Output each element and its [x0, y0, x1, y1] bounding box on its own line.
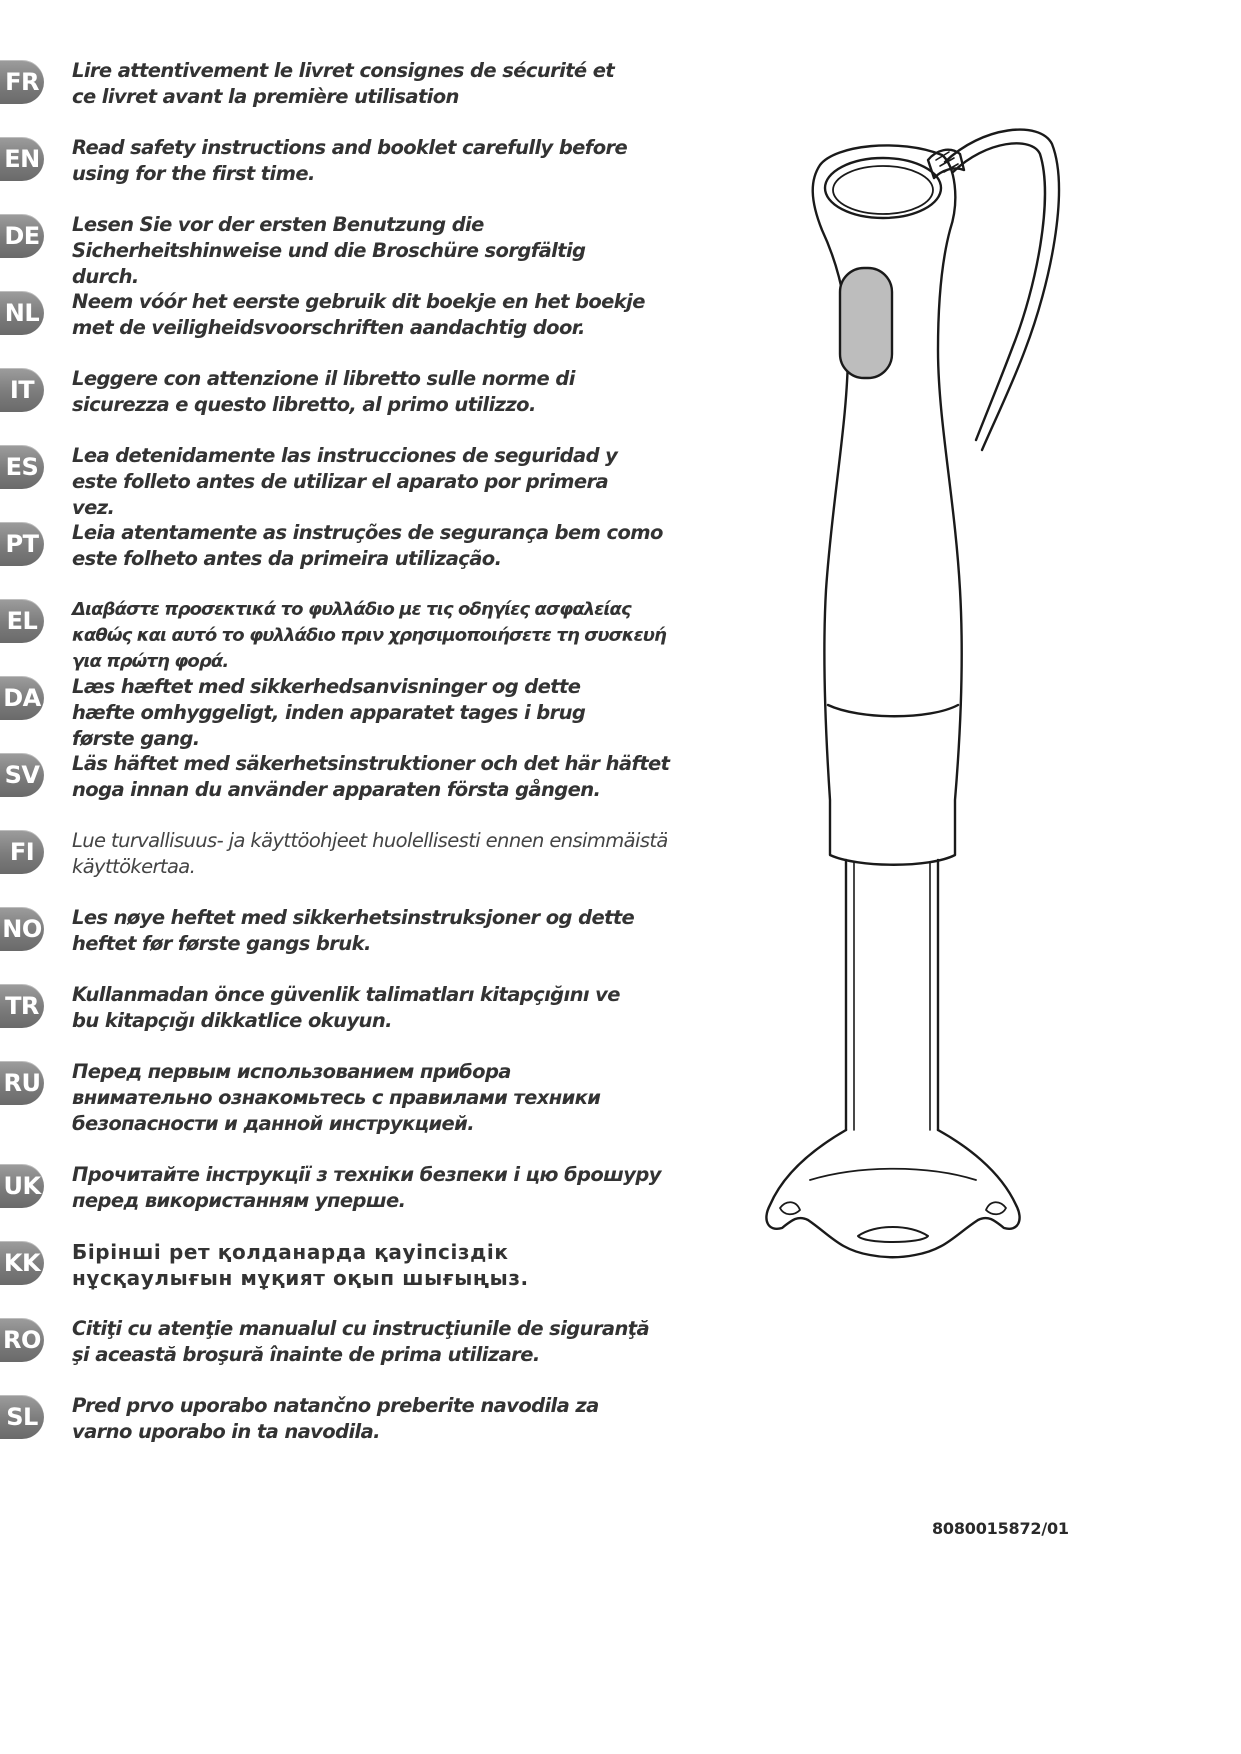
language-badge: SL	[0, 1395, 44, 1439]
instruction-text: Lue turvallisuus- ja käyttöohjeet huolellisesti ennen ensimmäistä käyttökertaa.	[72, 829, 668, 878]
motor-body-outline	[813, 145, 962, 864]
power-cord	[945, 130, 1059, 450]
language-badge: EL	[0, 599, 44, 643]
instruction-text: Διαβάστε προσεκτικά το φυλλάδιο με τις οδηγίες ασφαλείας καθώς και αυτό το φυλλάδιο πριν χρησιμοποιήσετε τη συσκευή για πρώτη φορά.	[72, 599, 666, 672]
language-badge: RO	[0, 1318, 44, 1362]
language-badge: DE	[0, 214, 44, 258]
language-badge: UK	[0, 1164, 44, 1208]
language-badge: TR	[0, 984, 44, 1028]
body-ring-line	[828, 705, 958, 716]
hand-blender-illustration	[750, 120, 1080, 1400]
top-cap-inner	[833, 166, 933, 214]
instruction-text: Leggere con attenzione il libretto sulle norme di sicurezza e questo libretto, al primo utilizzo.	[72, 367, 575, 416]
instruction-text: Перед первым использованием прибора внимательно ознакомьтесь с правилами техники безопасности и данной инструкцией.	[72, 1060, 601, 1135]
language-badge: IT	[0, 368, 44, 412]
language-badge: KK	[0, 1241, 44, 1285]
language-badge: NO	[0, 907, 44, 951]
instruction-text: Leia atentamente as instruções de segurança bem como este folheto antes da primeira utilização.	[72, 521, 663, 570]
instruction-text: Neem vóór het eerste gebruik dit boekje en het boekje met de veiligheidsvoorschriften aandachtig door.	[72, 290, 645, 339]
top-cap	[825, 158, 941, 218]
language-badge: RU	[0, 1061, 44, 1105]
blender-shaft	[846, 860, 938, 1130]
instruction-text: Lea detenidamente las instrucciones de seguridad y este folleto antes de utilizar el aparato por primera vez.	[72, 444, 618, 519]
language-badge: NL	[0, 291, 44, 335]
instruction-text: Les nøye heftet med sikkerhetsinstruksjoner og dette heftet før første gangs bruk.	[72, 906, 635, 955]
instruction-text: Læs hæftet med sikkerhedsanvisninger og dette hæfte omhyggeligt, inden apparatet tages i brug første gang.	[72, 675, 586, 750]
instruction-text: Lire attentivement le livret consignes de sécurité et ce livret avant la première utilisation	[72, 59, 615, 108]
foot-opening-center	[858, 1227, 928, 1242]
language-badge: DA	[0, 676, 44, 720]
power-button	[840, 268, 892, 378]
foot-opening-left	[780, 1202, 800, 1214]
language-badge: FR	[0, 60, 44, 104]
foot-rim	[810, 1169, 976, 1180]
instruction-text: Бірінші рет қолданарда қауіпсіздік нұсқаулығын мұқият оқып шығыңыз.	[72, 1240, 529, 1290]
instruction-text: Läs häftet med säkerhetsinstruktioner och det här häftet noga innan du använder apparaten första gången.	[72, 752, 670, 801]
language-badge: ES	[0, 445, 44, 489]
language-badge: SV	[0, 753, 44, 797]
part-number: 8080015872/01	[932, 1519, 1069, 1538]
instruction-text: Lesen Sie vor der ersten Benutzung die Sicherheitshinweise und die Broschüre sorgfältig durch.	[72, 213, 586, 288]
blending-foot	[766, 1130, 1019, 1257]
foot-opening-right	[986, 1202, 1006, 1214]
language-badge: FI	[0, 830, 44, 874]
language-badge: EN	[0, 137, 44, 181]
instruction-text: Read safety instructions and booklet carefully before using for the first time.	[72, 136, 628, 185]
language-badge: PT	[0, 522, 44, 566]
instruction-text: Kullanmadan önce güvenlik talimatları kitapçığını ve bu kitapçığı dikkatlice okuyun.	[72, 983, 620, 1032]
instruction-text: Прочитайте інструкції з техніки безпеки і цю брошуру перед використанням уперше.	[72, 1163, 661, 1212]
instruction-text: Pred prvo uporabo natančno preberite navodila za varno uporabo in ta navodila.	[72, 1394, 599, 1443]
power-cord-inner	[953, 143, 1045, 440]
instruction-text: Citiţi cu atenţie manualul cu instrucţiunile de siguranţă şi această broşură înainte de prima utilizare.	[72, 1317, 650, 1366]
